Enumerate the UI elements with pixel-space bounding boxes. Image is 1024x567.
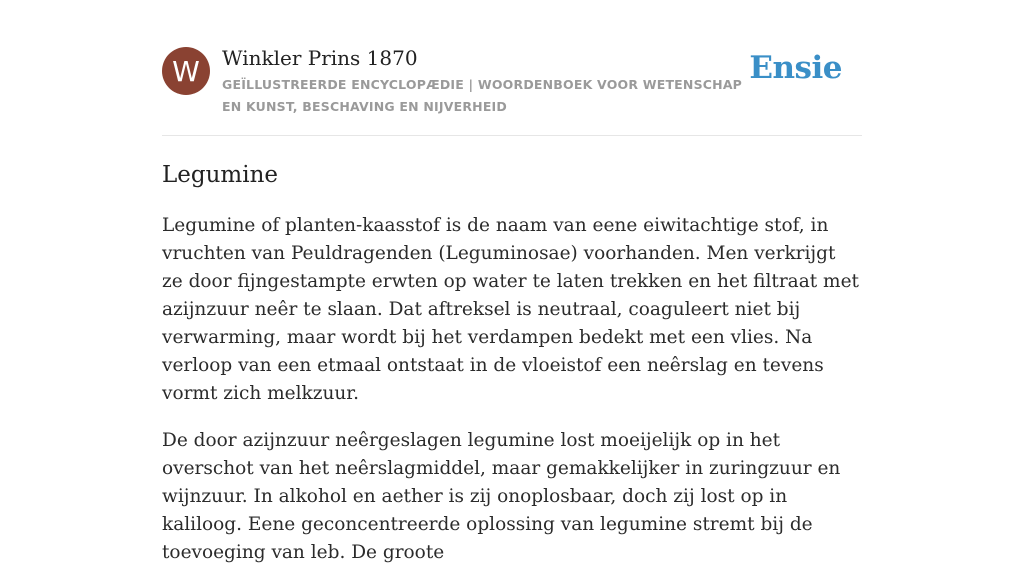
article-paragraph: De door azijnzuur neêrgeslagen legumine lost moeijelijk op in het overschot van het neêrslagmiddel, maar gemakkelijker in zuringzuur en wijnzuur. In alkohol en aether is zij onoplosbaar, doch zij lost op in kaliloog. Eene geconcentreerde oplossing van legumine stremt bij de toevoeging van leb. De groote xyxy=(162,430,841,563)
article-paragraph: Legumine of planten-kaasstof is de naam van eene eiwitachtige stof, in vruchten van Peuldragenden (Leguminosae) voorhanden. Men verkrijgt ze door fijngestampte erwten op water te laten trekken en het filtraat met azijnzuur neêr te slaan. Dat aftreksel is neutraal, coaguleert niet bij verwarming, maar wordt bij het verdampen bedekt met een vlies. Na verloop van een etmaal ontstaat in de vloeistof een neêrslag en tevens vormt zich melkzuur. xyxy=(162,215,859,404)
source-header xyxy=(162,0,862,136)
source-meta xyxy=(222,44,762,118)
page-content xyxy=(162,0,862,567)
brand-logo[interactable]: Ensie xyxy=(749,50,842,86)
article-headword: Legumine xyxy=(162,162,279,188)
source-avatar[interactable]: W xyxy=(162,47,210,95)
source-subtitle: GEÏLLUSTREERDE ENCYCLOPÆDIE | WOORDENBOEK VOOR WETENSCHAP EN KUNST, BESCHAVING EN NIJVERHEID xyxy=(222,77,743,114)
source-title[interactable]: Winkler Prins 1870 xyxy=(222,46,418,70)
